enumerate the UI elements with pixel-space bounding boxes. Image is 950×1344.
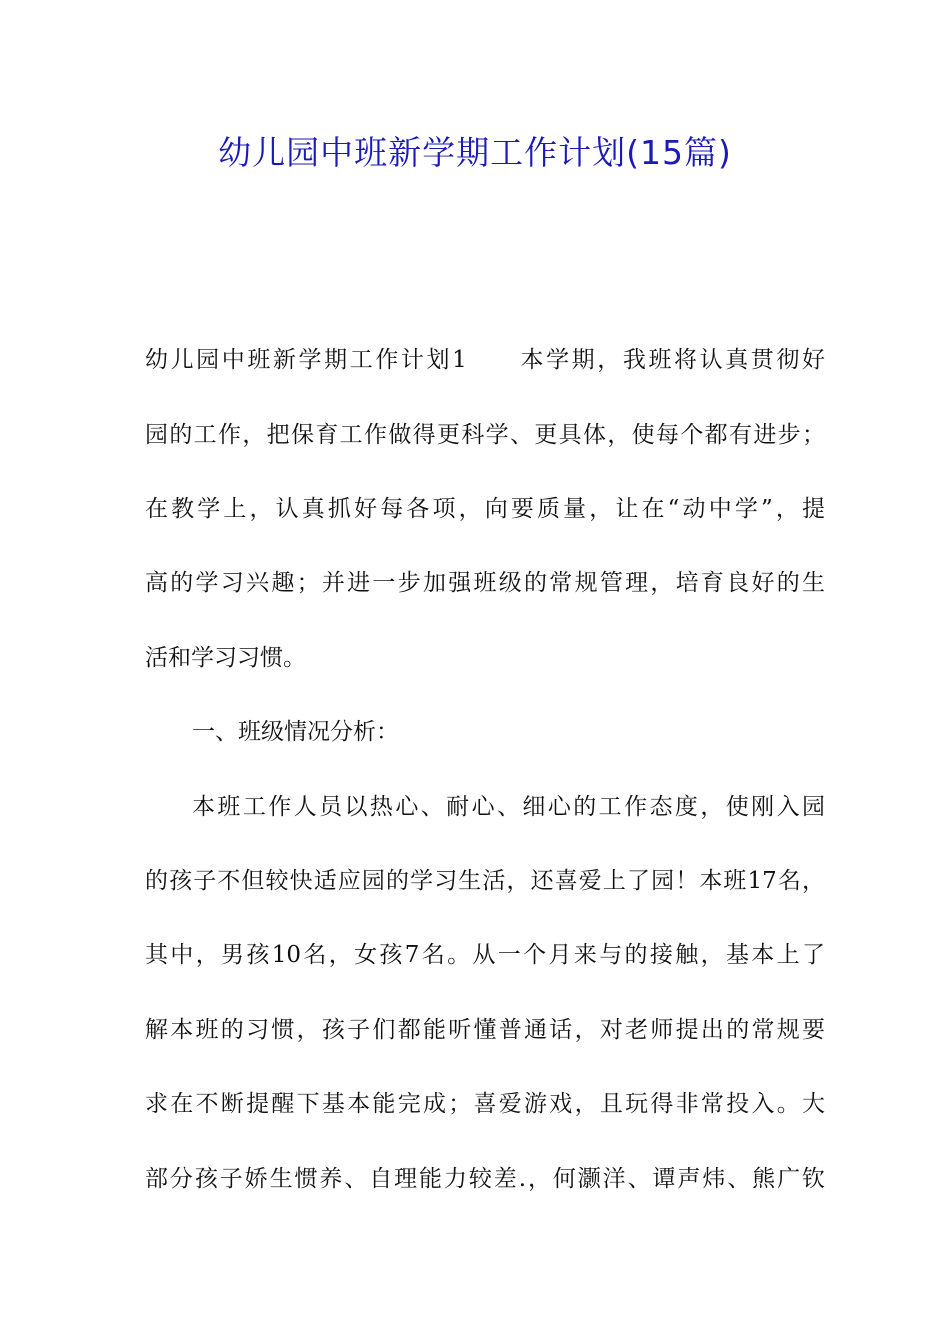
body-line: 其中，男孩10名，女孩7名。从一个月来与的接触，基本上了 xyxy=(145,942,825,968)
document-title: 幼儿园中班新学期工作计划(15篇) xyxy=(218,133,732,172)
body-line: 部分孩子娇生惯养、自理能力较差.，何灏洋、谭声炜、熊广钦 xyxy=(145,1166,825,1192)
body-line: 活和学习习惯。 xyxy=(145,645,306,671)
body-line: 的孩子不但较快适应园的学习生活，还喜爱上了园！本班17名， xyxy=(145,868,825,894)
section-heading: 一、班级情况分析： xyxy=(192,719,399,745)
body-line: 求在不断提醒下基本能完成；喜爱游戏，且玩得非常投入。大 xyxy=(145,1091,825,1117)
body-line: 幼儿园中班新学期工作计划1 本学期，我班将认真贯彻好 xyxy=(145,347,825,373)
body-line: 在教学上，认真抓好每各项，向要质量，让在“动中学”，提 xyxy=(145,496,825,522)
body-line: 解本班的习惯，孩子们都能听懂普通话，对老师提出的常规要 xyxy=(145,1017,825,1043)
body-line: 高的学习兴趣；并进一步加强班级的常规管理，培育良好的生 xyxy=(145,570,825,596)
body-line: 本班工作人员以热心、耐心、细心的工作态度，使刚入园 xyxy=(192,794,825,820)
body-line: 园的工作，把保育工作做得更科学、更具体，使每个都有进步； xyxy=(145,422,825,448)
